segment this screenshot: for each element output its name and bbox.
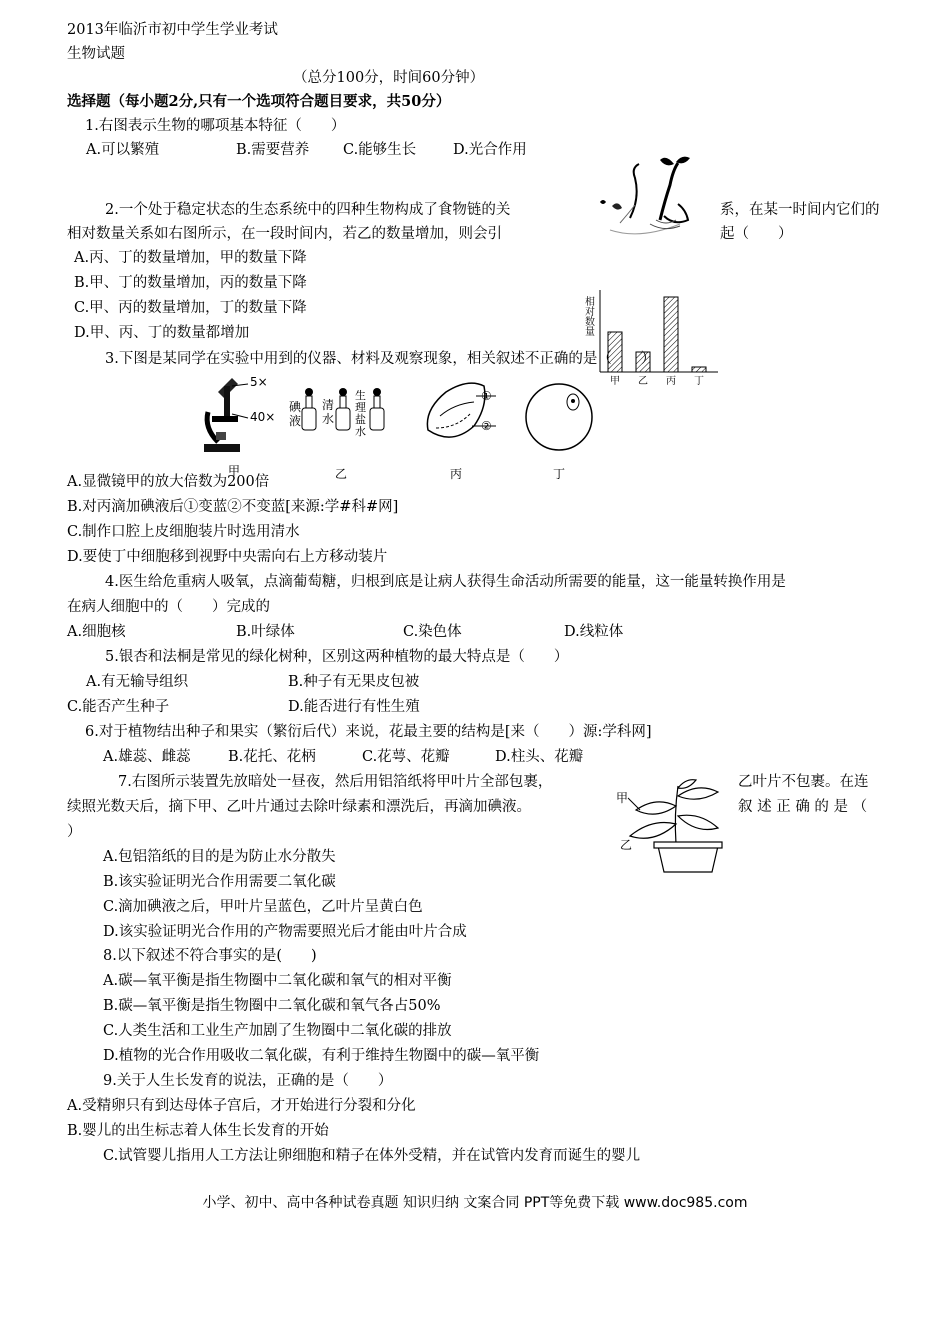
x-tick-label-2: 丙 [666,376,676,387]
q4-option-c: C.染色体 [403,624,462,640]
q4-stem-line2: 在病人细胞中的（ ）完成的 [67,599,270,615]
q8-option-a: A.碳—氧平衡是指生物圈中二氧化碳和氧气的相对平衡 [103,973,452,989]
q8-option-d: D.植物的光合作用吸收二氧化碳，有利于维持生物圈中的碳—氧平衡 [103,1048,540,1064]
q4-option-a: A.细胞核 [67,624,126,640]
q2-option-b: B.甲、丁的数量增加，丙的数量下降 [74,275,307,291]
q1-option-c: C.能够生长 [343,142,417,158]
q9-option-a: A.受精卵只有到达母体子宫后，才开始进行分裂和分化 [67,1098,416,1114]
q9-stem: 9.关于人生长发育的说法，正确的是（ ） [103,1073,393,1089]
q1-option-a: A.可以繁殖 [86,142,160,158]
q7-option-b: B.该实验证明光合作用需要二氧化碳 [103,874,336,890]
seedling-figure [590,150,710,250]
q8-stem: 8.以下叙述不符合事实的是( ) [103,948,317,964]
y-axis-label: 相对数量 [582,296,594,336]
q4-option-d: D.线粒体 [564,624,624,640]
leaf-label-jia: 甲 [616,791,629,805]
seed-part-1: ① [481,389,492,403]
q7-stem-line2-cont: 叙 述 正 确 的 是 （ [738,799,868,815]
q2-option-c: C.甲、丙的数量增加，丁的数量下降 [74,300,307,316]
potted-plant-figure [618,776,730,880]
magnification-objective: 40× [250,410,276,424]
q5-option-c: C.能否产生种子 [67,699,170,715]
q4-stem-line1: 4.医生给危重病人吸氧，点滴葡萄糖，归根到底是让病人获得生命活动所需要的能量，这一能量转换作用是 [105,574,786,590]
q6-option-d: D.柱头、花瓣 [495,749,584,765]
q3-option-c: C.制作口腔上皮细胞装片时选用清水 [67,524,300,540]
figure-label-jia: 甲 [228,464,241,478]
reagent-water: 清水 [322,398,335,426]
q1-stem: 1.右图表示生物的哪项基本特征（ ） [85,118,346,134]
q1-option-b: B.需要营养 [236,142,310,158]
bar-3 [692,367,706,372]
magnification-eyepiece: 5× [250,375,268,389]
q6-option-b: B.花托、花柄 [228,749,316,765]
page-footer: 小学、初中、高中各种试卷真题 知识归纳 文案合同 PPT等免费下载 www.doc985.com [202,1195,748,1211]
q5-option-b: B.种子有无果皮包被 [288,674,420,690]
q3-option-d: D.要使丁中细胞移到视野中央需向右上方移动装片 [67,549,388,565]
q2-option-d: D.甲、丙、丁的数量都增加 [74,325,250,341]
exam-meta: （总分100分，时间60分钟） [293,70,485,86]
seed-part-2: ② [481,419,492,433]
q8-option-b: B.碳—氧平衡是指生物圈中二氧化碳和氧气各占50% [103,998,441,1014]
q2-option-a: A.丙、丁的数量增加，甲的数量下降 [74,250,307,266]
x-tick-label-1: 乙 [638,376,648,387]
exam-title: 2013年临沂市初中学生学业考试 [67,22,278,38]
q3-stem: 3.下图是某同学在实验中用到的仪器、材料及观察现象，相关叙述不正确的是（ ） [105,351,656,367]
section-heading: 选择题（每小题2分,只有一个选项符合题目要求，共50分） [67,93,451,110]
q2-bar-chart [578,286,728,390]
q7-option-d: D.该实验证明光合作用的产物需要照光后才能由叶片合成 [103,924,467,940]
q7-option-a: A.包铝箔纸的目的是为防止水分散失 [103,849,336,865]
q8-option-c: C.人类生活和工业生产加剧了生物圈中二氧化碳的排放 [103,1023,452,1039]
reagent-iodine: 碘液 [289,400,302,428]
q9-option-c: C.试管婴儿指用人工方法让卵细胞和精子在体外受精，并在试管内发育而诞生的婴儿 [103,1148,641,1164]
leaf-label-yi: 乙 [620,838,633,852]
q5-option-d: D.能否进行有性生殖 [288,699,420,715]
figure-label-yi: 乙 [335,467,348,481]
q9-option-b: B.婴儿的出生标志着人体生长发育的开始 [67,1123,329,1139]
reagent-saline: 生理盐水 [355,389,366,438]
q5-stem: 5.银杏和法桐是常见的绿化树种，区别这两种植物的最大特点是（ ） [105,649,569,665]
q6-option-a: A.雄蕊、雌蕊 [103,749,191,765]
q2-stem-line1: 2.一个处于稳定状态的生态系统中的四种生物构成了食物链的关 [105,202,511,218]
q2-stem-line1-cont: 系，在某一时间内它们的 [720,202,880,218]
q2-stem-line2-cont: 起（ ） [720,226,793,242]
microscope-figure [198,372,294,470]
q1-option-d: D.光合作用 [453,142,527,158]
figure-label-ding: 丁 [553,467,566,481]
q6-option-c: C.花萼、花瓣 [362,749,450,765]
q7-stem-line1-cont: 乙叶片不包裹。在连 [738,774,869,790]
x-tick-label-0: 甲 [610,376,620,387]
q4-option-b: B.叶绿体 [236,624,295,640]
bar-2 [664,297,678,372]
figure-label-bing: 丙 [450,467,463,481]
q3-option-a: A.显微镜甲的放大倍数为200倍 [67,474,270,490]
reagent-bottles-figure [288,382,398,442]
q7-stem-line3: ） [67,824,82,840]
q6-stem: 6.对于植物结出种子和果实（繁衍后代）来说，花最主要的结构是[来（ ）源:学科网] [85,724,652,740]
q7-stem-line2: 续照光数天后，摘下甲、乙叶片通过去除叶绿素和漂洗后，再滴加碘液。 [67,799,531,815]
q7-stem-line1: 7.右图所示装置先放暗处一昼夜，然后用铝箔纸将甲叶片全部包裹， [118,774,553,790]
q2-stem-line2: 相对数量关系如右图所示，在一段时间内，若乙的数量增加，则会引 [67,226,502,242]
q7-option-c: C.滴加碘液之后，甲叶片呈蓝色，乙叶片呈黄白色 [103,899,423,915]
q5-option-a: A.有无输导组织 [86,674,189,690]
x-tick-label-3: 丁 [694,376,704,387]
microscope-view-figure [524,380,594,454]
exam-subject: 生物试题 [67,46,125,62]
q3-option-b: B.对丙滴加碘液后①变蓝②不变蓝[来源:学#科#网] [67,499,399,515]
